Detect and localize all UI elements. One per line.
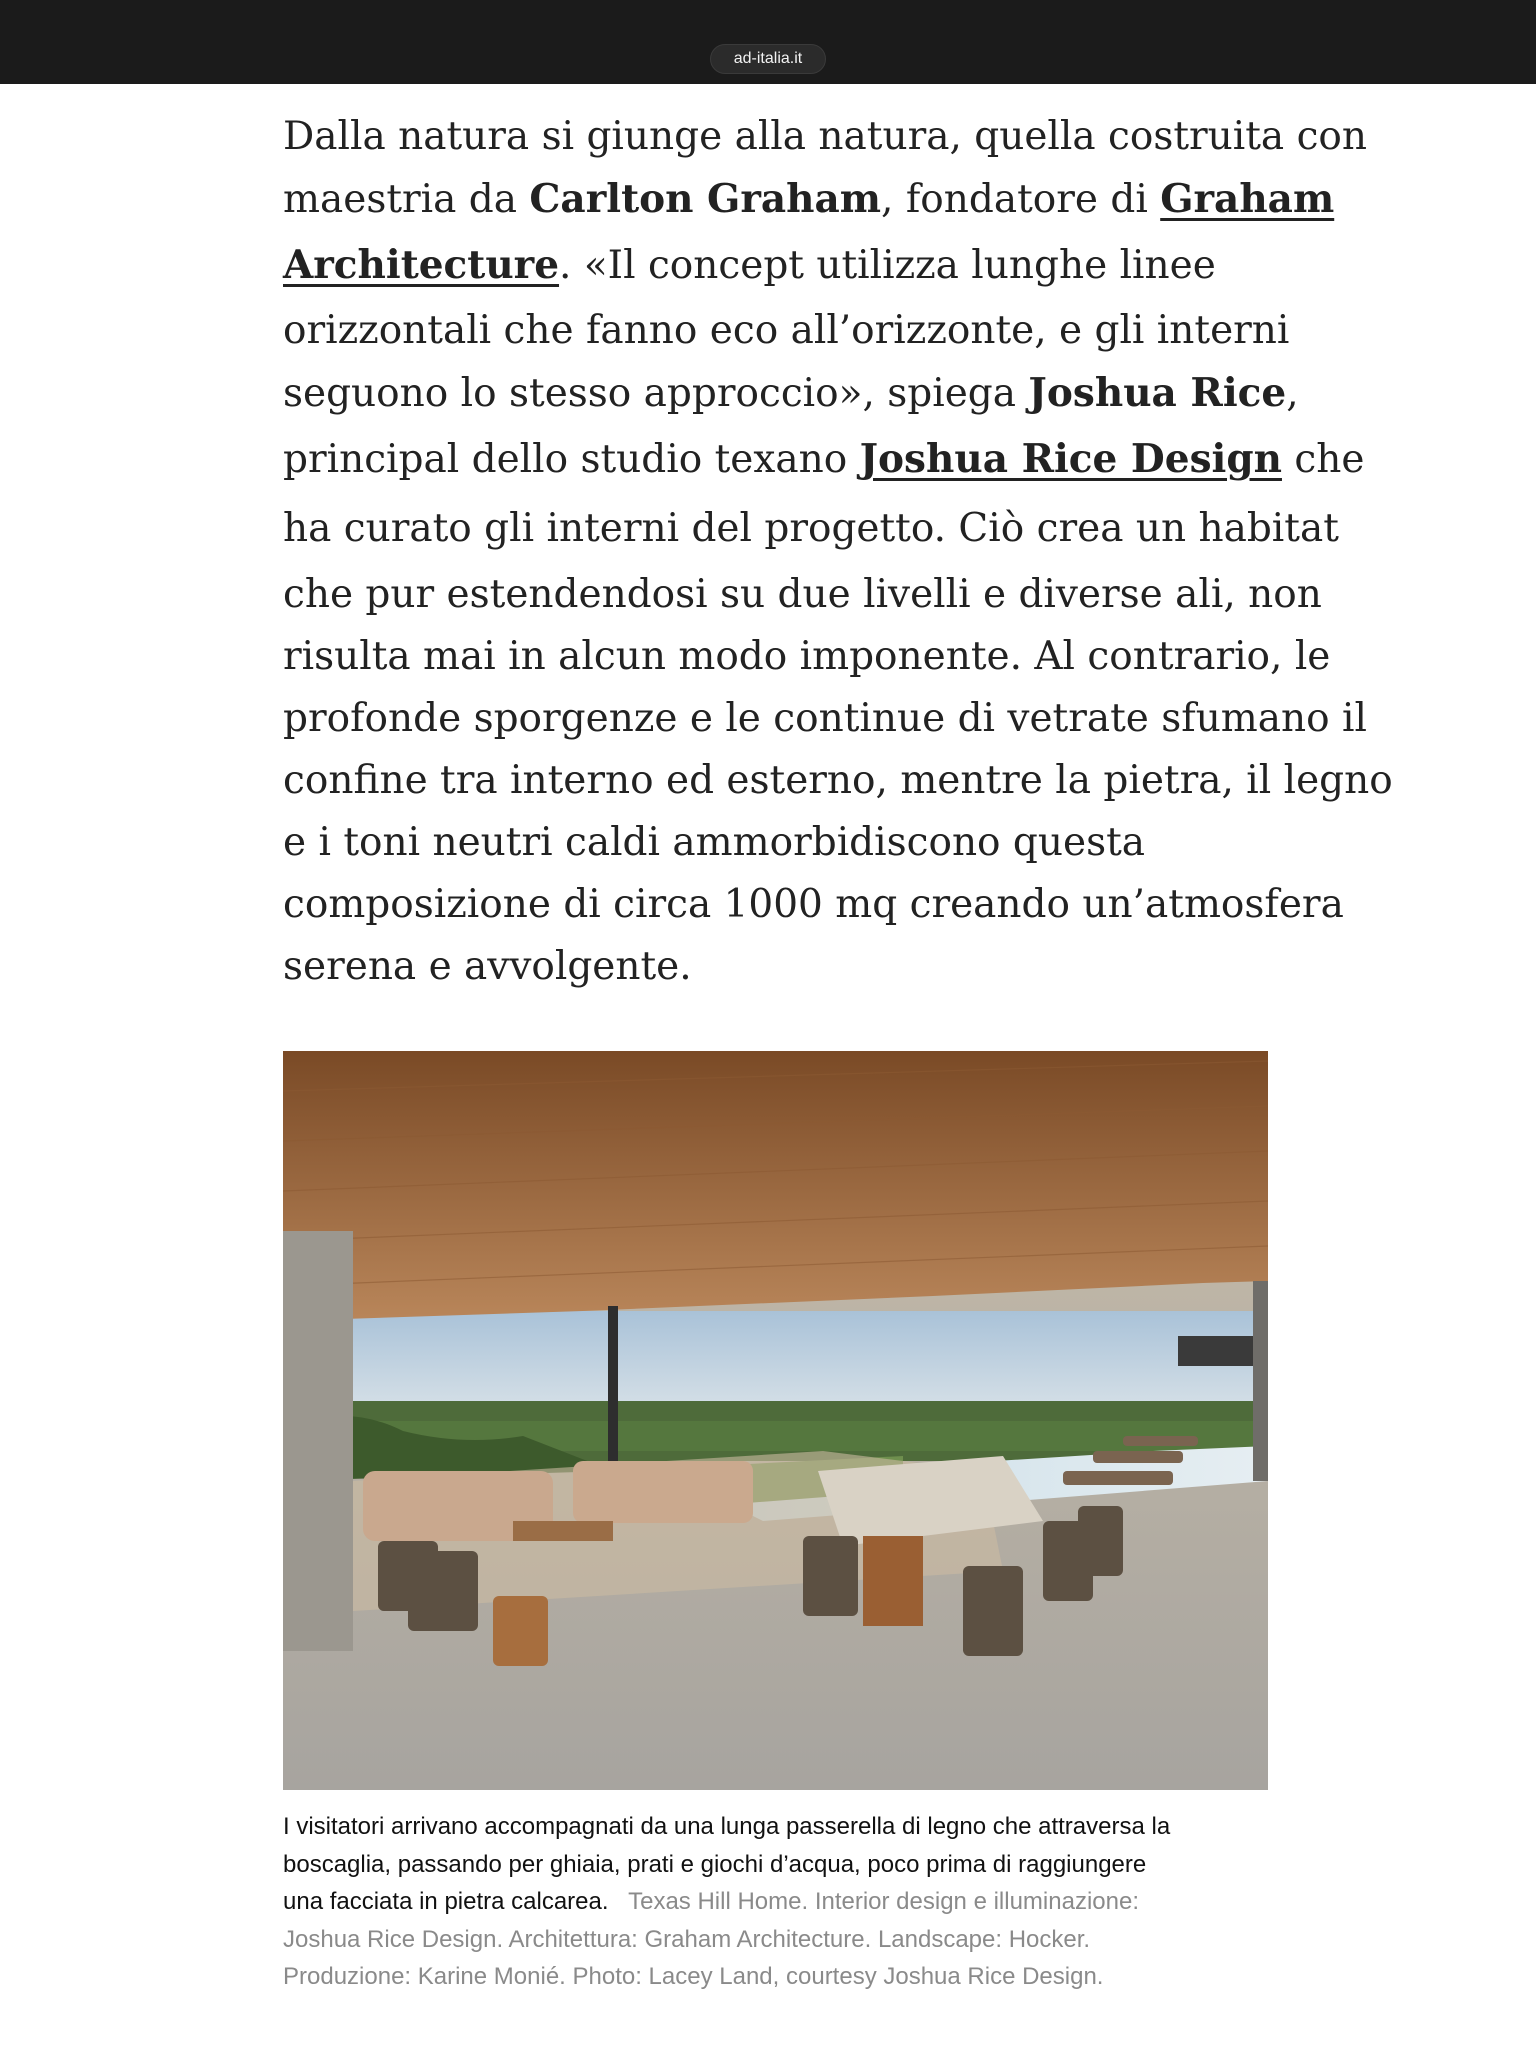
article-text: ha curato gli interni del progetto. Ciò crea un habitat	[283, 506, 1339, 551]
article-line	[283, 564, 1322, 626]
article-text: profonde sporgenze e le continue di vetrate sfumano il	[283, 696, 1367, 741]
article-line	[283, 750, 1393, 812]
caption-line	[283, 1808, 1283, 1846]
article-text: risulta mai in alcun modo imponente. Al contrario, le	[283, 634, 1331, 679]
article-text: che pur estendendosi su due livelli e diverse ali, non	[283, 572, 1322, 617]
caption-line	[283, 1883, 1283, 1921]
article-text: . «Il concept utilizza lunghe linee	[559, 243, 1216, 288]
article-line	[283, 230, 1283, 300]
article-line	[283, 626, 1331, 688]
article-text: serena e avvolgente.	[283, 944, 692, 989]
person-name: Joshua Rice	[1028, 370, 1287, 416]
article-line	[283, 874, 1344, 936]
article-line	[283, 362, 1299, 424]
article-line	[283, 106, 1368, 168]
article-line	[283, 300, 1290, 362]
photo-credit: Produzione: Karine Monié. Photo: Lacey Land, courtesy Joshua Rice Design.	[283, 1963, 1104, 1990]
article-text: orizzontali che fanno eco all’orizzonte, e gli interni	[283, 308, 1290, 353]
photo-credit: Texas Hill Home. Interior design e illuminazione:	[608, 1888, 1139, 1915]
caption-text: I visitatori arrivano accompagnati da una lunga passerella di legno che attraversa la	[283, 1813, 1171, 1840]
article-text: maestria da	[283, 177, 530, 222]
article-line	[283, 424, 1365, 494]
article-text: che	[1281, 437, 1365, 482]
caption-line	[283, 1958, 1283, 1996]
article-text: principal dello studio texano	[283, 437, 860, 482]
article-line	[283, 936, 1283, 998]
terrace-pool-image	[283, 1051, 1268, 1790]
caption-text: boscaglia, passando per ghiaia, prati e giochi d’acqua, poco prima di raggiungere	[283, 1850, 1147, 1878]
article-line	[283, 494, 1339, 564]
article-photo[interactable]	[283, 1051, 1268, 1790]
article-link[interactable]: Graham	[1160, 176, 1335, 222]
caption-text: una facciata in pietra calcarea.	[283, 1888, 609, 1915]
article-text: seguono lo stesso approccio», spiega	[283, 371, 1029, 416]
caption-line	[283, 1846, 1283, 1884]
article-link[interactable]: Joshua Rice Design	[859, 436, 1282, 482]
article-text: composizione di circa 1000 mq creando un’atmosfera	[283, 882, 1344, 927]
article-text: e i toni neutri caldi ammorbidiscono questa	[283, 820, 1146, 865]
article-text: confine tra interno ed esterno, mentre la pietra, il legno	[283, 758, 1393, 803]
article-text: Dalla natura si giunge alla natura, quella costruita con	[283, 114, 1368, 159]
photo-credit: Joshua Rice Design. Architettura: Graham Architecture. Landscape: Hocker.	[283, 1925, 1091, 1953]
browser-top-bar	[0, 0, 1536, 84]
address-bar[interactable]: ad-italia.it	[710, 44, 826, 74]
photo-caption	[283, 1808, 1283, 1996]
caption-line	[283, 1921, 1283, 1959]
article-line	[283, 812, 1283, 874]
article-text: ,	[1286, 371, 1299, 416]
article-line	[283, 168, 1335, 230]
article-body	[283, 106, 1393, 998]
person-name: Carlton Graham	[529, 176, 882, 222]
article-line	[283, 688, 1367, 750]
article-link[interactable]: Architecture	[283, 242, 560, 288]
article-text: , fondatore di	[881, 177, 1161, 222]
